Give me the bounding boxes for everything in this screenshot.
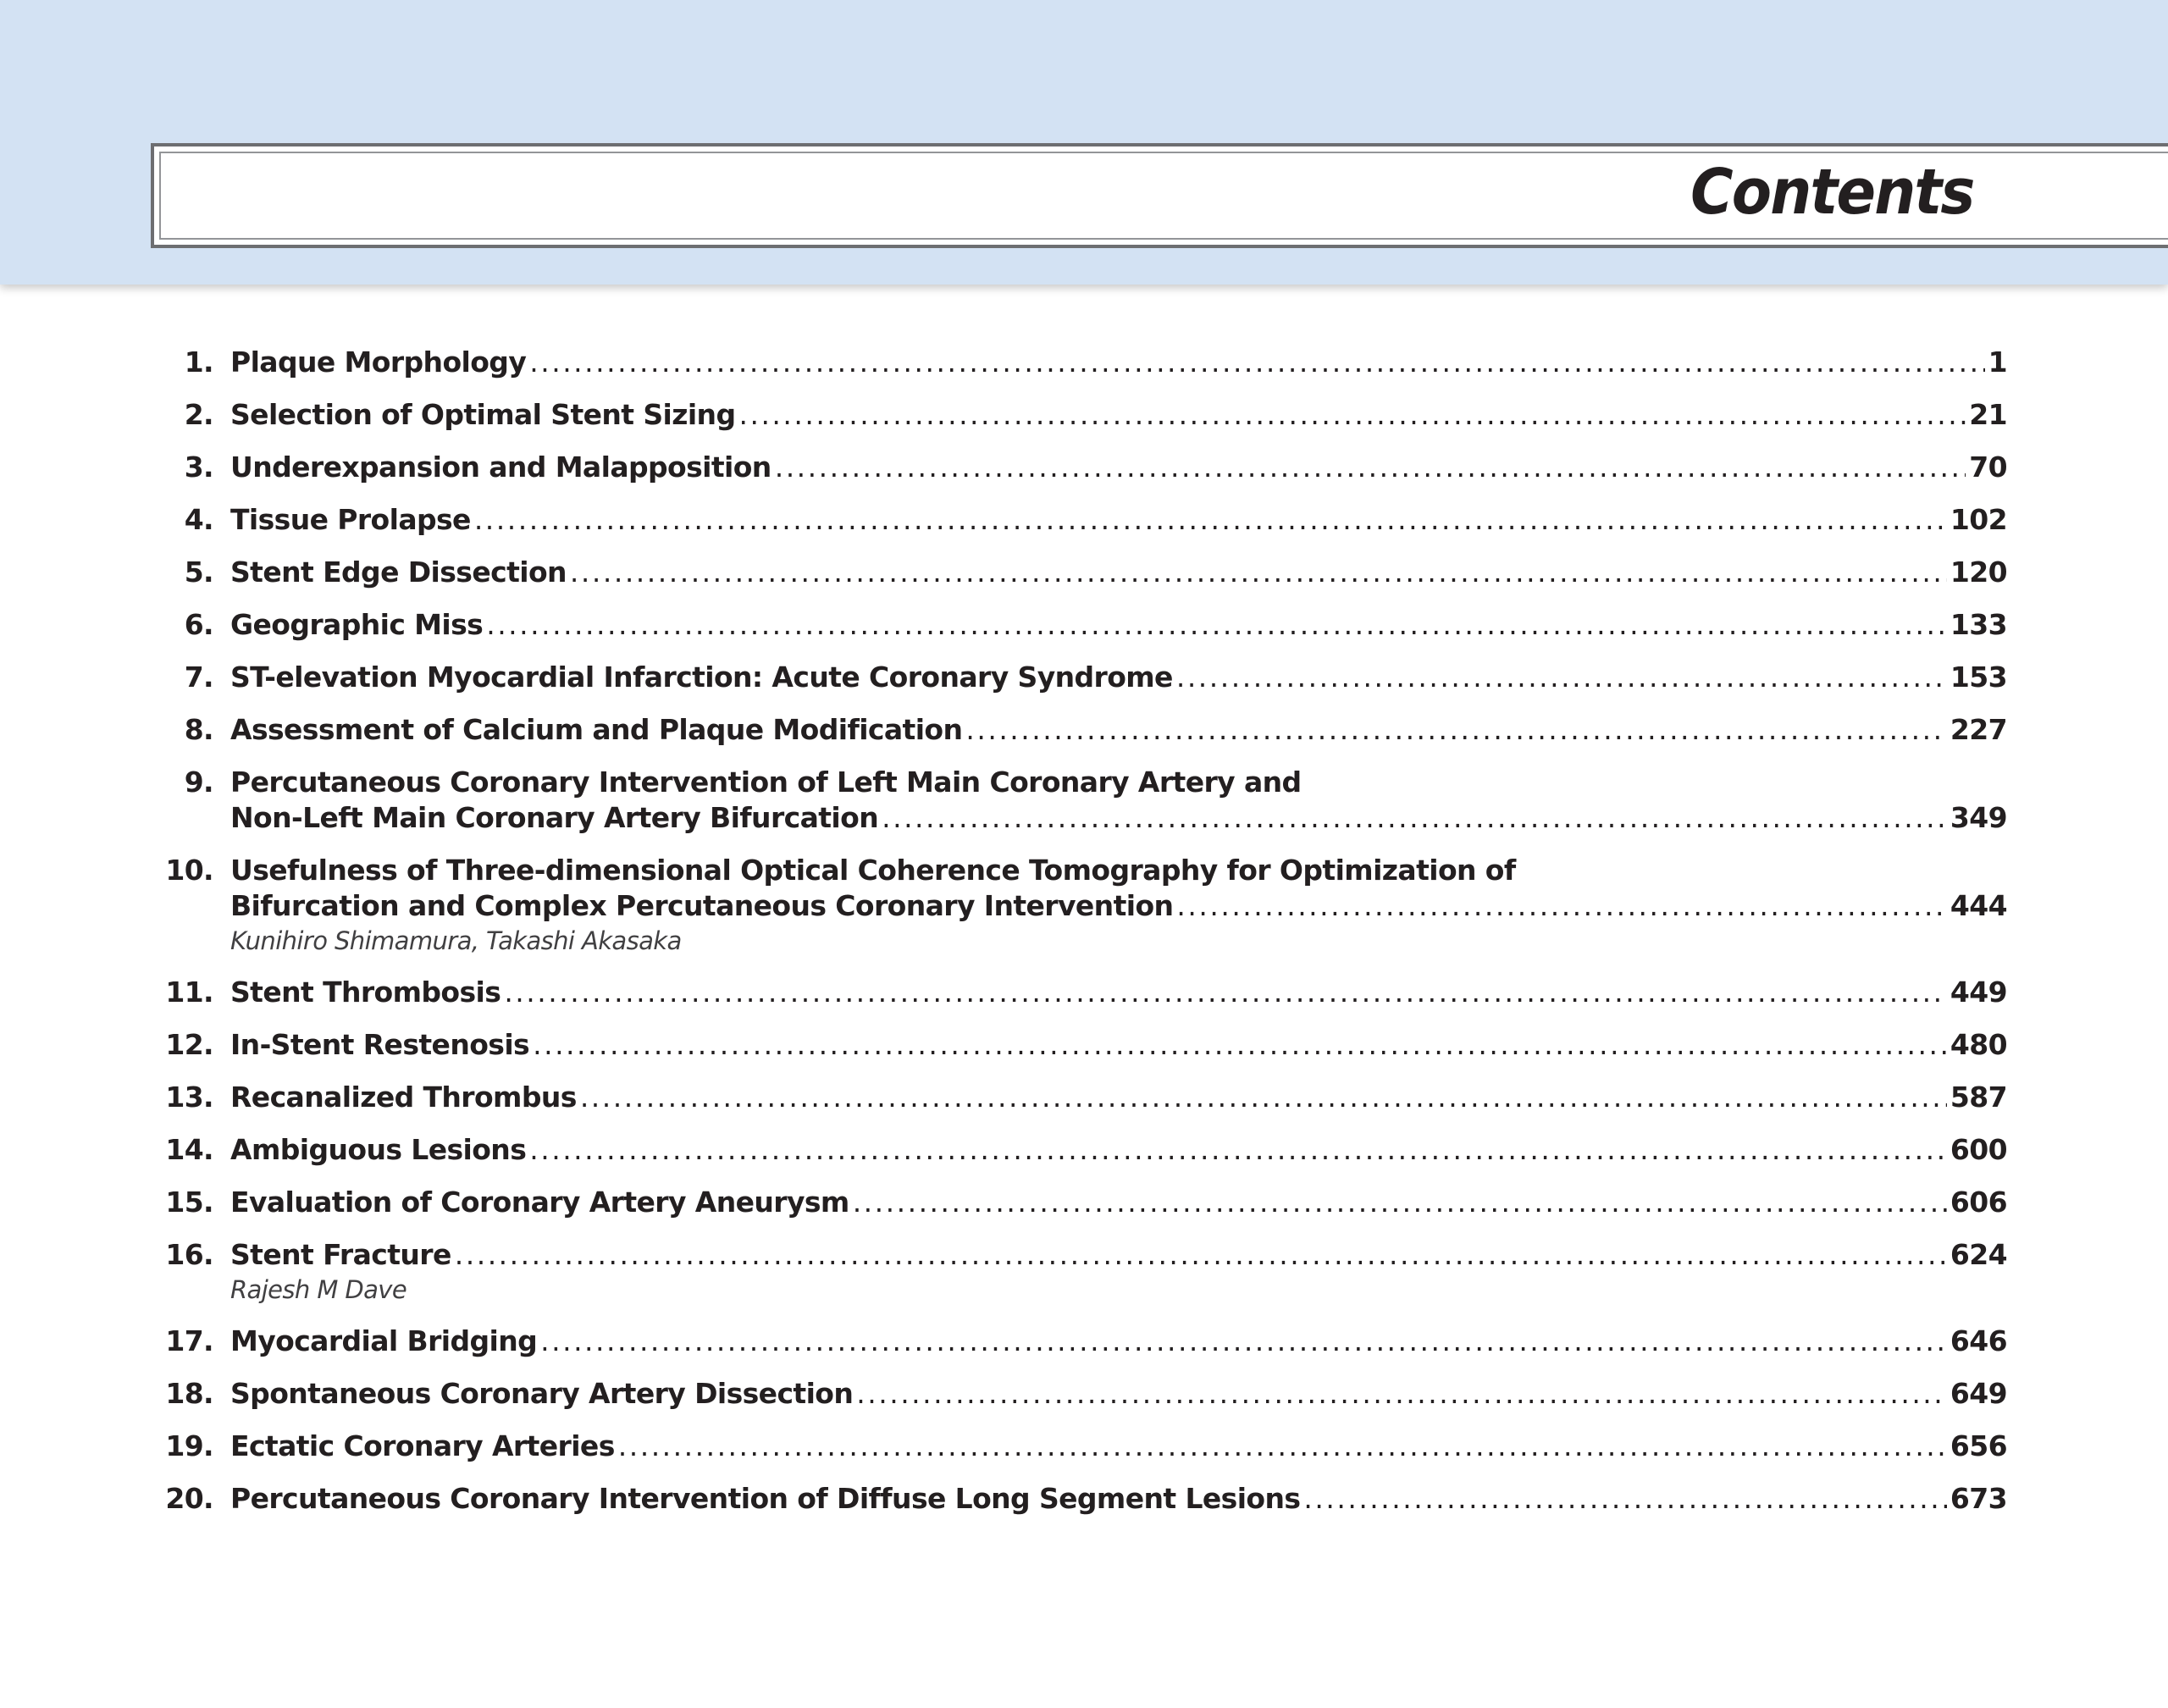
page-number[interactable]: 1 [1988, 345, 2007, 379]
toc-entry-line [152, 660, 2007, 695]
chapter-number: 4. [184, 503, 213, 536]
page-number[interactable]: 444 [1950, 889, 2007, 922]
chapter-number: 17. [165, 1324, 213, 1357]
chapter-number: 9. [184, 766, 213, 799]
chapter-number: 8. [184, 713, 213, 746]
toc-entry[interactable] [152, 853, 2007, 958]
toc-entry[interactable] [152, 345, 2007, 380]
toc-entry-line [152, 1324, 2007, 1359]
toc-entry[interactable] [152, 1080, 2007, 1115]
page-title: Contents [1690, 156, 1973, 229]
page-number[interactable]: 656 [1950, 1429, 2007, 1462]
page-number[interactable]: 133 [1950, 608, 2007, 641]
dot-leader [504, 975, 1947, 1010]
toc-entry-line [152, 765, 2007, 800]
page-number[interactable]: 606 [1950, 1186, 2007, 1219]
page-number[interactable]: 21 [1969, 398, 2007, 431]
chapter-title[interactable]: Usefulness of Three-dimensional Optical Coherence Tomography for Optimization of [230, 854, 1516, 887]
chapter-number: 15. [165, 1186, 213, 1219]
chapter-title[interactable]: Bifurcation and Complex Percutaneous Coronary Intervention [230, 889, 1174, 922]
page-number[interactable]: 587 [1950, 1081, 2007, 1114]
chapter-number: 14. [165, 1133, 213, 1166]
dot-leader [618, 1429, 1947, 1464]
toc-entry-line [152, 397, 2007, 433]
chapter-number: 12. [165, 1028, 213, 1061]
page-number[interactable]: 70 [1969, 450, 2007, 484]
chapter-number: 1. [184, 345, 213, 379]
toc-entry-line [152, 1481, 2007, 1517]
toc-entry[interactable] [152, 660, 2007, 695]
toc-entry-line [152, 712, 2007, 748]
toc-entry-line [152, 450, 2007, 485]
chapter-title[interactable]: Evaluation of Coronary Artery Aneurysm [230, 1186, 849, 1219]
dot-leader [1176, 660, 1947, 695]
dot-leader [1176, 888, 1946, 924]
chapter-number: 20. [165, 1482, 213, 1515]
chapter-title[interactable]: Plaque Morphology [230, 345, 527, 379]
chapter-title[interactable]: Stent Thrombosis [230, 976, 501, 1009]
toc-entry[interactable] [152, 555, 2007, 590]
chapter-author: Kunihiro Shimamura, Takashi Akasaka [230, 926, 682, 955]
toc-entry[interactable] [152, 712, 2007, 748]
dot-leader [738, 397, 1966, 433]
chapter-title[interactable]: Percutaneous Coronary Intervention of Left Main Coronary Artery and [230, 766, 1302, 799]
page-number[interactable]: 227 [1950, 713, 2007, 746]
chapter-title[interactable]: Ectatic Coronary Arteries [230, 1429, 615, 1462]
dot-leader [570, 555, 1947, 590]
chapter-title[interactable]: Recanalized Thrombus [230, 1081, 577, 1114]
chapter-number: 13. [165, 1081, 213, 1114]
toc-entry-line [152, 1132, 2007, 1168]
page-number[interactable]: 646 [1950, 1324, 2007, 1357]
toc-entry[interactable] [152, 1376, 2007, 1412]
chapter-title[interactable]: ST-elevation Myocardial Infarction: Acute Coronary Syndrome [230, 661, 1173, 694]
dot-leader [533, 1027, 1947, 1063]
chapter-title[interactable]: In-Stent Restenosis [230, 1028, 530, 1061]
page-number[interactable]: 600 [1950, 1133, 2007, 1166]
chapter-author: Rajesh M Dave [230, 1275, 407, 1304]
toc-entry[interactable] [152, 1027, 2007, 1063]
chapter-number: 10. [165, 854, 213, 887]
toc-entry[interactable] [152, 607, 2007, 643]
chapter-number: 3. [184, 450, 213, 484]
toc-entry-line [152, 555, 2007, 590]
toc-entry-line [152, 607, 2007, 643]
dot-leader [580, 1080, 1947, 1115]
toc-entry-line [152, 888, 2007, 924]
page-number[interactable]: 153 [1950, 661, 2007, 694]
chapter-number: 19. [165, 1429, 213, 1462]
chapter-number: 7. [184, 661, 213, 694]
chapter-title[interactable]: Stent Fracture [230, 1238, 451, 1271]
dot-leader [965, 712, 1947, 748]
chapter-title[interactable]: Percutaneous Coronary Intervention of Diffuse Long Segment Lesions [230, 1482, 1301, 1515]
chapter-number: 2. [184, 398, 213, 431]
page-number[interactable]: 120 [1950, 556, 2007, 589]
page-number[interactable]: 449 [1950, 976, 2007, 1009]
chapter-title[interactable]: Geographic Miss [230, 608, 484, 641]
toc-entry-line [152, 1080, 2007, 1115]
table-of-contents [152, 345, 2007, 1534]
dot-leader [853, 1185, 1947, 1220]
page-number[interactable]: 649 [1950, 1377, 2007, 1410]
dot-leader [856, 1376, 1947, 1412]
chapter-title[interactable]: Underexpansion and Malapposition [230, 450, 772, 484]
chapter-number: 11. [165, 976, 213, 1009]
dot-leader [882, 800, 1947, 836]
page-number[interactable]: 349 [1950, 801, 2007, 834]
toc-entry[interactable] [152, 502, 2007, 538]
chapter-title[interactable]: Selection of Optimal Stent Sizing [230, 398, 736, 431]
toc-entry-line [152, 1376, 2007, 1412]
chapter-title[interactable]: Myocardial Bridging [230, 1324, 538, 1357]
toc-entry-line [152, 345, 2007, 380]
dot-leader [540, 1324, 1947, 1359]
toc-entry[interactable] [152, 1132, 2007, 1168]
dot-leader [1303, 1481, 1946, 1517]
toc-entry[interactable] [152, 397, 2007, 433]
toc-entry-line [152, 800, 2007, 836]
chapter-title[interactable]: Non-Left Main Coronary Artery Bifurcation [230, 801, 879, 834]
chapter-title[interactable]: Tissue Prolapse [230, 503, 471, 536]
toc-entry[interactable] [152, 1429, 2007, 1464]
chapter-number: 6. [184, 608, 213, 641]
page-number[interactable]: 102 [1950, 503, 2007, 536]
toc-entry-line [152, 1027, 2007, 1063]
dot-leader [474, 502, 1947, 538]
toc-entry-line [152, 853, 2007, 888]
chapter-title[interactable]: Assessment of Calcium and Plaque Modification [230, 713, 963, 746]
toc-entry[interactable] [152, 1481, 2007, 1517]
dot-leader [775, 450, 1966, 485]
toc-entry-line [152, 1429, 2007, 1464]
chapter-number: 5. [184, 556, 213, 589]
dot-leader [529, 345, 1984, 380]
chapter-title[interactable]: Ambiguous Lesions [230, 1133, 527, 1166]
toc-entry[interactable] [152, 975, 2007, 1010]
chapter-number: 16. [165, 1238, 213, 1271]
toc-entry[interactable] [152, 1237, 2007, 1307]
toc-entry[interactable] [152, 765, 2007, 836]
dot-leader [455, 1237, 1947, 1273]
chapter-title[interactable]: Spontaneous Coronary Artery Dissection [230, 1377, 854, 1410]
dot-leader [529, 1132, 1947, 1168]
toc-entry-line [152, 502, 2007, 538]
chapter-title[interactable]: Stent Edge Dissection [230, 556, 567, 589]
dot-leader [486, 607, 1947, 643]
toc-entry[interactable] [152, 1185, 2007, 1220]
toc-entry-line [152, 1237, 2007, 1273]
page-number[interactable]: 624 [1950, 1238, 2007, 1271]
toc-entry-line [152, 1185, 2007, 1220]
page-number[interactable]: 673 [1950, 1482, 2007, 1515]
page-number[interactable]: 480 [1950, 1028, 2007, 1061]
chapter-number: 18. [165, 1377, 213, 1410]
toc-entry[interactable] [152, 1324, 2007, 1359]
toc-entry[interactable] [152, 450, 2007, 485]
toc-entry-line [152, 975, 2007, 1010]
